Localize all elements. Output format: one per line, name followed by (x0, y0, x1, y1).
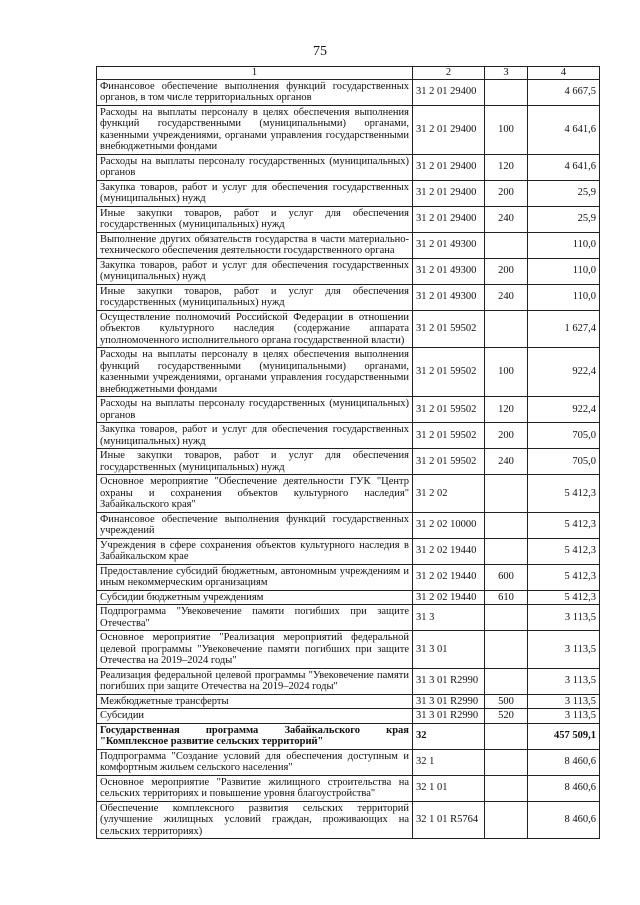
row-sum: 5 412,3 (528, 538, 600, 564)
row-sum: 110,0 (528, 232, 600, 258)
row-code: 32 1 (413, 749, 485, 775)
table-row (97, 397, 600, 423)
row-code: 31 2 01 29400 (413, 206, 485, 232)
row-type (485, 775, 528, 801)
row-sum: 5 412,3 (528, 590, 600, 605)
header-col-1: 1 (97, 67, 413, 80)
table-row (97, 154, 600, 180)
table-row (97, 631, 600, 669)
row-name: Выполнение других обязательств государства в части материально-технического обеспечения деятельности государственного органа (97, 232, 413, 258)
table-row (97, 348, 600, 397)
row-type: 120 (485, 154, 528, 180)
row-code: 31 2 01 49300 (413, 232, 485, 258)
row-type: 600 (485, 564, 528, 590)
row-type: 240 (485, 206, 528, 232)
row-code: 32 (413, 723, 485, 749)
row-sum: 3 113,5 (528, 605, 600, 631)
row-name: Государственная программа Забайкальского края "Комплексное развитие сельских территорий" (97, 723, 413, 749)
row-name: Иные закупки товаров, работ и услуг для обеспечения государственных (муниципальных) нужд (97, 206, 413, 232)
row-code: 31 3 01 R2990 (413, 694, 485, 709)
row-name: Межбюджетные трансферты (97, 694, 413, 709)
row-name: Обеспечение комплексного развития сельских территорий (улучшение жилищных условий граждан, проживающих на сельских территориях) (97, 801, 413, 839)
table-header-row (97, 67, 600, 80)
row-name: Закупка товаров, работ и услуг для обеспечения государственных (муниципальных) нужд (97, 423, 413, 449)
row-sum: 3 113,5 (528, 709, 600, 724)
row-sum: 110,0 (528, 284, 600, 310)
row-sum: 110,0 (528, 258, 600, 284)
row-type: 100 (485, 348, 528, 397)
table-row (97, 668, 600, 694)
budget-table (96, 66, 600, 839)
row-name: Закупка товаров, работ и услуг для обеспечения государственных (муниципальных) нужд (97, 180, 413, 206)
row-code: 31 3 (413, 605, 485, 631)
row-sum: 3 113,5 (528, 694, 600, 709)
row-sum: 1 627,4 (528, 310, 600, 348)
table-row (97, 590, 600, 605)
table-row (97, 310, 600, 348)
table-row (97, 709, 600, 724)
row-type (485, 723, 528, 749)
row-code: 31 2 01 29400 (413, 105, 485, 154)
row-code: 31 2 01 29400 (413, 79, 485, 105)
row-name: Основное мероприятие "Обеспечение деятельности ГУК "Центр охраны и сохранения объектов культурного наследия" Забайкальского края" (97, 475, 413, 513)
row-sum: 4 641,6 (528, 154, 600, 180)
row-type (485, 668, 528, 694)
row-name: Субсидии (97, 709, 413, 724)
row-sum: 5 412,3 (528, 512, 600, 538)
row-code: 31 2 02 19440 (413, 564, 485, 590)
row-name: Иные закупки товаров, работ и услуг для обеспечения государственных (муниципальных) нужд (97, 449, 413, 475)
row-type (485, 631, 528, 669)
row-sum: 25,9 (528, 180, 600, 206)
table-row (97, 449, 600, 475)
row-type (485, 605, 528, 631)
row-name: Подпрограмма "Создание условий для обеспечения доступным и комфортным жильем сельского населения" (97, 749, 413, 775)
row-sum: 922,4 (528, 348, 600, 397)
row-type (485, 310, 528, 348)
row-code: 31 2 01 59502 (413, 397, 485, 423)
row-sum: 705,0 (528, 449, 600, 475)
row-sum: 8 460,6 (528, 749, 600, 775)
table-row (97, 512, 600, 538)
row-name: Основное мероприятие "Развитие жилищного строительства на сельских территориях и повышение уровня благоустройства" (97, 775, 413, 801)
row-code: 31 2 02 19440 (413, 590, 485, 605)
row-name: Закупка товаров, работ и услуг для обеспечения государственных (муниципальных) нужд (97, 258, 413, 284)
page-number: 75 (313, 44, 327, 59)
row-type (485, 749, 528, 775)
row-code: 31 2 01 29400 (413, 180, 485, 206)
table-row (97, 180, 600, 206)
row-type: 240 (485, 449, 528, 475)
row-name: Финансовое обеспечение выполнения функций государственных органов, в том числе территориальных органов (97, 79, 413, 105)
row-code: 31 2 01 59502 (413, 449, 485, 475)
table-row (97, 475, 600, 513)
row-code: 31 2 01 59502 (413, 310, 485, 348)
table-row (97, 538, 600, 564)
row-sum: 922,4 (528, 397, 600, 423)
row-name: Расходы на выплаты персоналу государственных (муниципальных) органов (97, 154, 413, 180)
row-sum: 4 667,5 (528, 79, 600, 105)
table-row (97, 105, 600, 154)
row-type (485, 538, 528, 564)
row-code: 32 1 01 R5764 (413, 801, 485, 839)
table-row (97, 79, 600, 105)
row-sum: 8 460,6 (528, 775, 600, 801)
row-name: Подпрограмма "Увековечение памяти погибших при защите Отечества" (97, 605, 413, 631)
row-sum: 5 412,3 (528, 564, 600, 590)
row-code: 31 2 02 10000 (413, 512, 485, 538)
table-row (97, 775, 600, 801)
header-col-3: 3 (485, 67, 528, 80)
row-type: 120 (485, 397, 528, 423)
row-type (485, 79, 528, 105)
row-type: 200 (485, 423, 528, 449)
row-sum: 3 113,5 (528, 668, 600, 694)
row-name: Учреждения в сфере сохранения объектов культурного наследия в Забайкальском крае (97, 538, 413, 564)
table-row (97, 723, 600, 749)
row-sum: 4 641,6 (528, 105, 600, 154)
row-name: Расходы на выплаты персоналу в целях обеспечения выполнения функций государственными (муниципальными) органами, казенными учреждениями, органами управления государственными внебюджетными фондами (97, 105, 413, 154)
row-code: 31 2 01 59502 (413, 423, 485, 449)
row-name: Основное мероприятие "Реализация мероприятий федеральной целевой программы "Увековечение памяти погибших при защите Отечества на 2019–2024 годы" (97, 631, 413, 669)
row-type: 240 (485, 284, 528, 310)
table-row (97, 564, 600, 590)
row-code: 31 3 01 (413, 631, 485, 669)
table-row (97, 206, 600, 232)
table-row (97, 801, 600, 839)
row-type (485, 475, 528, 513)
table-row (97, 423, 600, 449)
row-type: 100 (485, 105, 528, 154)
row-type (485, 232, 528, 258)
row-name: Иные закупки товаров, работ и услуг для обеспечения государственных (муниципальных) нужд (97, 284, 413, 310)
row-code: 31 3 01 R2990 (413, 709, 485, 724)
header-col-4: 4 (528, 67, 600, 80)
row-sum: 5 412,3 (528, 475, 600, 513)
row-type: 500 (485, 694, 528, 709)
row-name: Расходы на выплаты персоналу в целях обеспечения выполнения функций государственными (муниципальными) органами, казенными учреждениями, органами управления государственными внебюджетными фондами (97, 348, 413, 397)
row-type (485, 512, 528, 538)
table-row (97, 232, 600, 258)
row-code: 31 2 02 (413, 475, 485, 513)
row-name: Предоставление субсидий бюджетным, автономным учреждениям и иным некоммерческим организациям (97, 564, 413, 590)
row-code: 31 2 01 49300 (413, 258, 485, 284)
row-sum: 3 113,5 (528, 631, 600, 669)
row-code: 31 2 01 59502 (413, 348, 485, 397)
row-code: 31 2 01 49300 (413, 284, 485, 310)
table-body (97, 79, 600, 839)
row-code: 31 2 01 29400 (413, 154, 485, 180)
table-row (97, 749, 600, 775)
row-code: 32 1 01 (413, 775, 485, 801)
row-sum: 8 460,6 (528, 801, 600, 839)
row-sum: 25,9 (528, 206, 600, 232)
table-row (97, 258, 600, 284)
table-row (97, 605, 600, 631)
row-sum: 705,0 (528, 423, 600, 449)
row-code: 31 3 01 R2990 (413, 668, 485, 694)
row-type: 520 (485, 709, 528, 724)
row-type: 200 (485, 180, 528, 206)
row-type: 200 (485, 258, 528, 284)
row-name: Финансовое обеспечение выполнения функций государственных учреждений (97, 512, 413, 538)
row-name: Осуществление полномочий Российской Федерации в отношении объектов культурного наследия (содержание аппарата уполномоченного исполнительного органа государственной власти) (97, 310, 413, 348)
row-type: 610 (485, 590, 528, 605)
row-sum: 457 509,1 (528, 723, 600, 749)
row-name: Реализация федеральной целевой программы "Увековечение памяти погибших при защите Отечества на 2019–2024 годы" (97, 668, 413, 694)
row-name: Расходы на выплаты персоналу государственных (муниципальных) органов (97, 397, 413, 423)
table-row (97, 284, 600, 310)
header-col-2: 2 (413, 67, 485, 80)
row-name: Субсидии бюджетным учреждениям (97, 590, 413, 605)
row-type (485, 801, 528, 839)
row-code: 31 2 02 19440 (413, 538, 485, 564)
table-row (97, 694, 600, 709)
